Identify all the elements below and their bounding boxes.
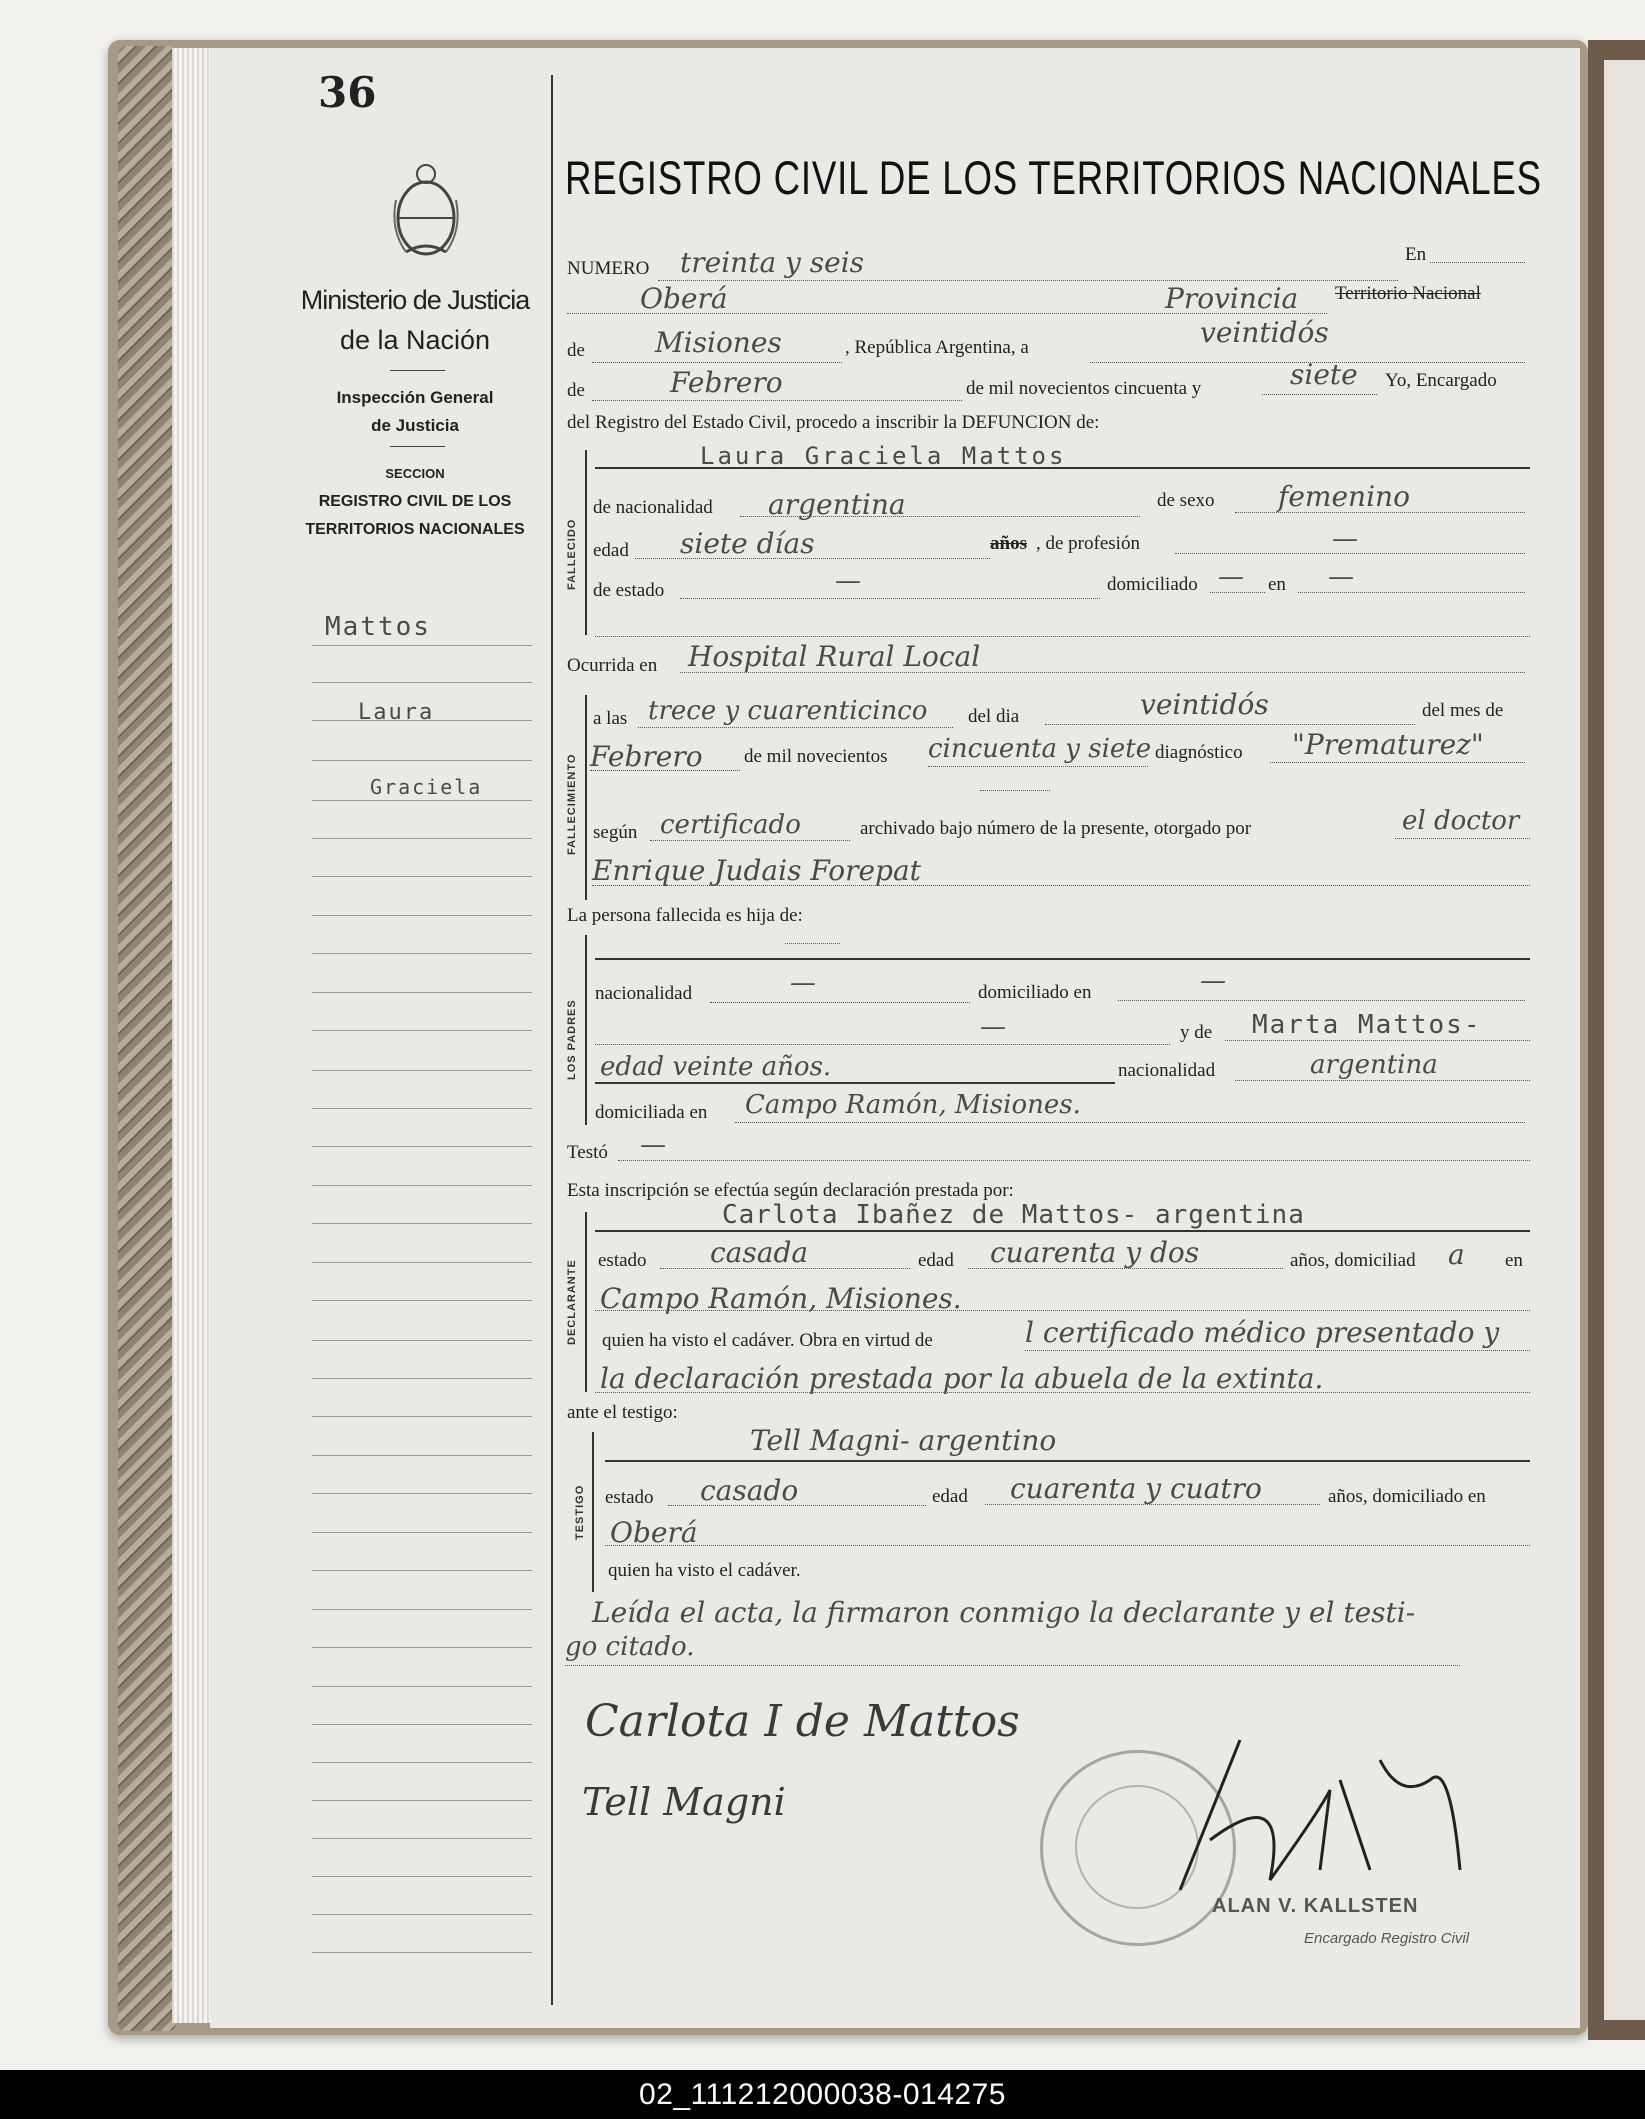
archivado-label: archivado bajo número de la presente, otorgado por bbox=[860, 818, 1252, 839]
ministry-line2: de la Nación bbox=[339, 325, 491, 355]
padres-intro-label: La persona fallecida es hija de: bbox=[567, 905, 803, 926]
declarante-estado-label: estado bbox=[598, 1250, 647, 1271]
fallecido-name: Laura Graciela Mattos bbox=[700, 442, 1067, 470]
ministry-line1: Ministerio de Justicia bbox=[300, 285, 530, 315]
page-title: REGISTRO CIVIL DE LOS TERRITORIOS NACIONALES bbox=[565, 151, 1542, 204]
image-code-footer: 02_111212000038-014275 bbox=[0, 2070, 1645, 2119]
testigo-section-label: TESTIGO bbox=[574, 1484, 586, 1540]
en-label: En bbox=[1405, 244, 1427, 265]
domiciliada-value: Campo Ramón, Misiones. bbox=[745, 1090, 1081, 1120]
de2-label: de bbox=[567, 380, 585, 401]
declarante-section-label: DECLARANTE bbox=[566, 1259, 578, 1345]
declarante-visto-value: l certificado médico presentado y bbox=[1025, 1316, 1500, 1349]
padres-domiciliado-value: — bbox=[1200, 966, 1226, 996]
testigo-domicilio-value: Oberá bbox=[610, 1516, 698, 1549]
edad-value: siete días bbox=[680, 527, 815, 560]
doctor-name: Enrique Judais Forepat bbox=[592, 854, 921, 887]
declarante-domicilio-value: Campo Ramón, Misiones. bbox=[600, 1282, 962, 1315]
testigo-name: Tell Magni- argentino bbox=[750, 1424, 1057, 1457]
place-value: Oberá bbox=[640, 282, 728, 315]
mother-name: Marta Mattos- bbox=[1252, 1010, 1482, 1040]
a-las-label: a las bbox=[593, 708, 628, 729]
del-mes-label: del mes de bbox=[1422, 700, 1504, 721]
margin-second-name: Graciela bbox=[370, 775, 483, 799]
declarante-intro-label: Esta inscripción se efectúa según declaración prestada por: bbox=[567, 1180, 1014, 1201]
fallecido-en-label: en bbox=[1268, 574, 1286, 595]
numero-label: NUMERO bbox=[567, 258, 650, 279]
declarante-name: Carlota Ibañez de Mattos- argentina bbox=[722, 1200, 1305, 1230]
book-right-pages bbox=[1604, 60, 1645, 2020]
testigo-anos-label: años, domiciliado en bbox=[1328, 1486, 1486, 1507]
estado-label: de estado bbox=[593, 580, 665, 601]
diagnostico-label: diagnóstico bbox=[1155, 742, 1243, 763]
estado-value: — bbox=[835, 566, 861, 596]
territorio-label: Territorio Nacional bbox=[1335, 283, 1481, 304]
declarante-edad-label: edad bbox=[918, 1250, 954, 1271]
declarante-signature: Carlota I de Mattos bbox=[585, 1696, 1020, 1747]
officer-title: Encargado Registro Civil bbox=[1304, 1930, 1470, 1947]
page-number: 36 bbox=[318, 68, 377, 117]
fall-year-value: cincuenta y siete bbox=[928, 734, 1152, 764]
ocurrida-label: Ocurrida en bbox=[567, 655, 658, 676]
testigo-edad-label: edad bbox=[932, 1486, 968, 1507]
closing-line1: Leída el acta, la firmaron conmigo la declarante y el testi- bbox=[592, 1596, 1416, 1629]
declarante-anos-value: a bbox=[1448, 1238, 1465, 1271]
mother-age: edad veinte años. bbox=[600, 1052, 832, 1082]
province-value: Provincia bbox=[1165, 282, 1299, 315]
domiciliada-label: domiciliada en bbox=[595, 1102, 708, 1123]
declarante-en-label: en bbox=[1505, 1250, 1523, 1271]
yo-label: Yo, Encargado bbox=[1385, 370, 1497, 391]
registro-label: del Registro del Estado Civil, procedo a inscribir la DEFUNCION de: bbox=[567, 412, 1100, 433]
testigo-estado-label: estado bbox=[605, 1487, 654, 1508]
section-line1: SECCION bbox=[385, 466, 445, 481]
numero-value: treinta y seis bbox=[680, 246, 865, 279]
year-label: de mil novecientos cincuenta y bbox=[966, 378, 1202, 399]
section-block bbox=[290, 460, 540, 544]
anos-label: años bbox=[990, 533, 1027, 554]
padres-domiciliado-label: domiciliado en bbox=[978, 982, 1092, 1003]
sexo-value: femenino bbox=[1278, 480, 1410, 513]
month-value: Febrero bbox=[670, 366, 783, 399]
testo-label: Testó bbox=[567, 1142, 608, 1163]
sexo-label: de sexo bbox=[1157, 490, 1215, 511]
republica-label: , República Argentina, a bbox=[845, 337, 1029, 358]
ministry-divider bbox=[390, 370, 445, 371]
coat-of-arms-icon bbox=[386, 160, 466, 260]
ocurrida-value: Hospital Rural Local bbox=[688, 640, 981, 673]
inspection-divider bbox=[390, 446, 445, 447]
del-dia-label: del dia bbox=[968, 706, 1020, 727]
profesion-label: , de profesión bbox=[1036, 533, 1140, 554]
fallecido-section-label: FALLECIDO bbox=[566, 518, 578, 590]
margin-surname: Mattos bbox=[325, 612, 431, 642]
inspection-line2: de Justicia bbox=[371, 416, 459, 435]
padres-blank-dash: — bbox=[980, 1012, 1006, 1042]
declarante-visto-label: quien ha visto el cadáver. Obra en virtud de bbox=[602, 1330, 933, 1351]
testigo-edad-value: cuarenta y cuatro bbox=[1010, 1472, 1262, 1505]
province-name: Misiones bbox=[655, 326, 782, 359]
inspection-block bbox=[290, 384, 540, 440]
declarante-estado-value: casada bbox=[710, 1236, 809, 1269]
y-de-label: y de bbox=[1180, 1022, 1213, 1043]
margin-first-name: Laura bbox=[358, 700, 435, 725]
day-value: veintidós bbox=[1200, 316, 1329, 349]
diagnostico-value: "Prematurez" bbox=[1292, 728, 1484, 761]
fallecimiento-section-label: FALLECIMIENTO bbox=[566, 753, 578, 855]
a-las-value: trece y cuarenticinco bbox=[648, 696, 928, 726]
fallecido-en-value: — bbox=[1328, 562, 1354, 592]
column-divider bbox=[551, 75, 553, 2005]
padres-nacionalidad-label: nacionalidad bbox=[595, 983, 693, 1004]
ministry-block bbox=[290, 280, 540, 360]
testigo-signature: Tell Magni bbox=[582, 1780, 786, 1824]
closing-line2: go citado. bbox=[565, 1632, 695, 1662]
testigo-estado-value: casado bbox=[700, 1474, 799, 1507]
declarante-anos-label: años, domiciliad bbox=[1290, 1250, 1416, 1271]
edad-label: edad bbox=[593, 540, 629, 561]
mother-nacionalidad-label: nacionalidad bbox=[1118, 1060, 1216, 1081]
mother-nacionalidad-value: argentina bbox=[1310, 1050, 1438, 1080]
otorgado-value: el doctor bbox=[1402, 806, 1520, 836]
declarante-edad-value: cuarenta y dos bbox=[990, 1236, 1200, 1269]
domicilio-label: domiciliado bbox=[1107, 574, 1198, 595]
del-dia-value: veintidós bbox=[1140, 688, 1269, 721]
officer-name: ALAN V. KALLSTEN bbox=[1212, 1895, 1419, 1917]
padres-nacionalidad-value: — bbox=[790, 968, 816, 998]
de-label: de bbox=[567, 340, 585, 361]
testigo-intro-label: ante el testigo: bbox=[567, 1402, 678, 1423]
testo-value: — bbox=[640, 1130, 666, 1160]
declaracion-value: la declaración prestada por la abuela de la extinta. bbox=[600, 1362, 1324, 1395]
section-line3: TERRITORIOS NACIONALES bbox=[305, 521, 525, 538]
domicilio-value: — bbox=[1218, 562, 1244, 592]
inspection-line1: Inspección General bbox=[336, 388, 494, 407]
officer-signature-stroke bbox=[1170, 1720, 1480, 1900]
year-value: siete bbox=[1290, 358, 1358, 391]
testigo-visto-label: quien ha visto el cadáver. bbox=[608, 1560, 801, 1581]
book-spine bbox=[118, 46, 176, 2031]
section-line2: REGISTRO CIVIL DE LOS bbox=[318, 493, 512, 510]
nacionalidad-label: de nacionalidad bbox=[593, 497, 713, 518]
profesion-value: — bbox=[1332, 524, 1358, 554]
segun-value: certificado bbox=[660, 810, 801, 840]
fall-year-label: de mil novecientos bbox=[744, 746, 888, 767]
nacionalidad-value: argentina bbox=[768, 488, 906, 521]
mes-value: Febrero bbox=[590, 740, 703, 773]
padres-section-label: LOS PADRES bbox=[566, 999, 578, 1080]
segun-label: según bbox=[593, 822, 638, 843]
